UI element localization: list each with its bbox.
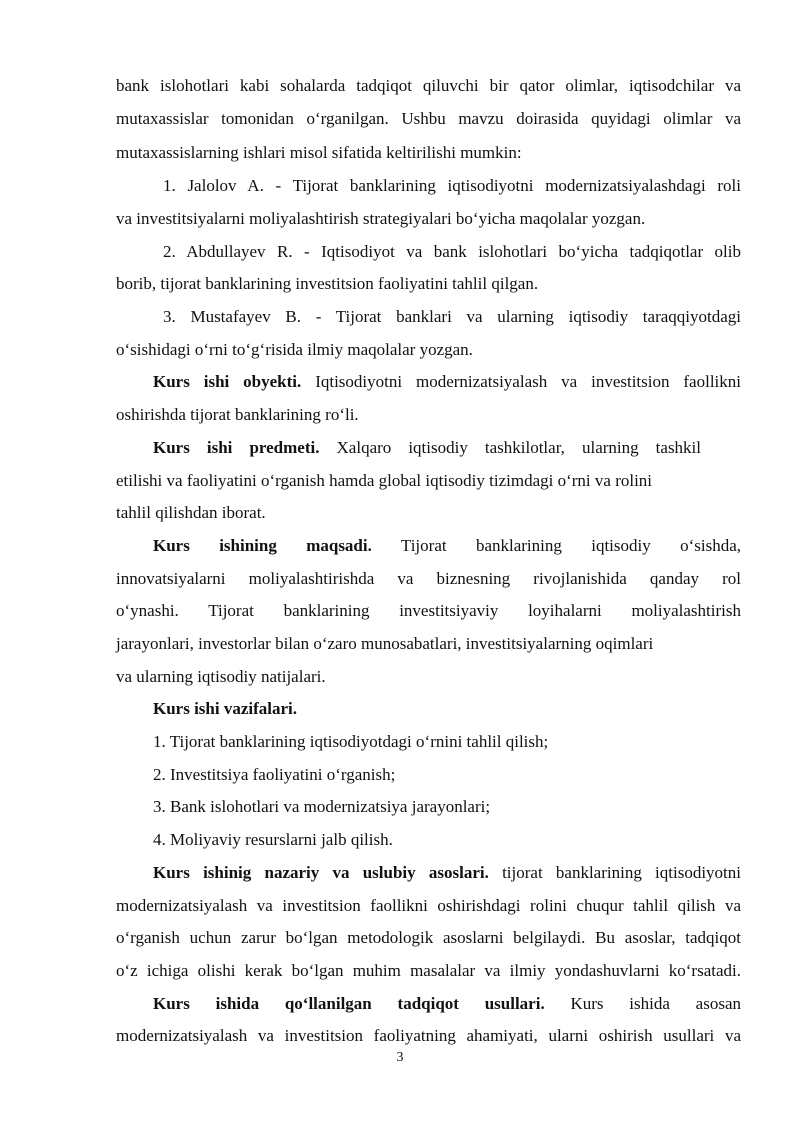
text-line: jarayonlari, investorlar bilan o‘zaro munosabatlari, investitsiyalarning oqimlari bbox=[116, 634, 654, 653]
text-line: innovatsiyalarni moliyalashtirishda va biznesning rivojlanishida qanday rol bbox=[116, 569, 741, 588]
text-span: Kurs ishida asosan bbox=[544, 994, 741, 1013]
section-methods bbox=[153, 994, 741, 1014]
section-object bbox=[153, 372, 741, 392]
section-subject bbox=[153, 438, 701, 458]
section-theory bbox=[153, 863, 741, 883]
heading-theory: Kurs ishinig nazariy va uslubiy asoslari. bbox=[153, 863, 489, 882]
heading-methods: Kurs ishida qo‘llanilgan tadqiqot usullari. bbox=[153, 994, 545, 1013]
text-line: o‘z ichiga olishi kerak bo‘lgan muhim masalalar va ilmiy yondashuvlarni ko‘rsatadi. bbox=[116, 961, 741, 980]
text-span: Xalqaro iqtisodiy tashkilotlar, ularning tashkil bbox=[319, 438, 702, 457]
text-line: o‘sishidagi o‘rni to‘g‘risida ilmiy maqolalar yozgan. bbox=[116, 340, 473, 359]
text-span: tijorat banklarining iqtisodiyotni bbox=[488, 863, 741, 882]
task-item: 4. Moliyaviy resurslarni jalb qilish. bbox=[153, 830, 393, 849]
text-line: modernizatsiyalash va investitsion faollikni oshirishdagi rolini chuqur tahlil qilish va bbox=[116, 896, 741, 915]
section-goal bbox=[153, 536, 741, 556]
text-line: mutaxassislarning ishlari misol sifatida keltirilishi mumkin: bbox=[116, 143, 522, 162]
text-line: o‘rganish uchun zarur bo‘lgan metodologik asoslarni belgilaydi. Bu asoslar, tadqiqot bbox=[116, 928, 741, 947]
text-line: oshirishda tijorat banklarining ro‘li. bbox=[116, 405, 359, 424]
task-item: 3. Bank islohotlari va modernizatsiya jarayonlari; bbox=[153, 797, 491, 816]
task-item: 1. Tijorat banklarining iqtisodiyotdagi o‘rnini tahlil qilish; bbox=[153, 732, 549, 751]
text-line: etilishi va faoliyatini o‘rganish hamda global iqtisodiy tizimdagi o‘rni va rolini bbox=[116, 471, 653, 490]
text-line: va ularning iqtisodiy natijalari. bbox=[116, 667, 326, 686]
heading-subject: Kurs ishi predmeti. bbox=[153, 438, 320, 457]
list-item-author-3: 3. Mustafayev B. - Tijorat banklari va ularning iqtisodiy taraqqiyotdagi bbox=[163, 307, 741, 326]
heading-object: Kurs ishi obyekti. bbox=[153, 372, 302, 391]
text-line: borib, tijorat banklarining investitsion faoliyatini tahlil qilgan. bbox=[116, 274, 539, 293]
text-line: o‘ynashi. Tijorat banklarining investitsiyaviy loyihalarni moliyalashtirish bbox=[116, 601, 741, 620]
page-number: 3 bbox=[396, 1050, 404, 1065]
heading-tasks: Kurs ishi vazifalari. bbox=[153, 699, 298, 718]
list-item-author-2: 2. Abdullayev R. - Iqtisodiyot va bank islohotlari bo‘yicha tadqiqotlar olib bbox=[163, 242, 741, 261]
text-span: Tijorat banklarining iqtisodiy o‘sishda, bbox=[371, 536, 741, 555]
heading-goal: Kurs ishining maqsadi. bbox=[153, 536, 372, 555]
task-item: 2. Investitsiya faoliyatini o‘rganish; bbox=[153, 765, 396, 784]
text-line: mutaxassislar tomonidan o‘rganilgan. Ushbu mavzu doirasida quyidagi olimlar va bbox=[116, 109, 741, 128]
text-line: bank islohotlari kabi sohalarda tadqiqot qiluvchi bir qator olimlar, iqtisodchilar va bbox=[116, 76, 741, 95]
text-span: Iqtisodiyotni modernizatsiyalash va investitsion faollikni bbox=[301, 372, 741, 391]
text-line: va investitsiyalarni moliyalashtirish strategiyalari bo‘yicha maqolalar yozgan. bbox=[116, 209, 646, 228]
list-item-author-1: 1. Jalolov A. - Tijorat banklarining iqtisodiyotni modernizatsiyalashdagi roli bbox=[163, 176, 741, 195]
text-line: tahlil qilishdan iborat. bbox=[116, 503, 266, 522]
text-line: modernizatsiyalash va investitsion faoliyatning ahamiyati, ularni oshirish usullari va bbox=[116, 1026, 741, 1045]
section-tasks bbox=[153, 699, 297, 719]
